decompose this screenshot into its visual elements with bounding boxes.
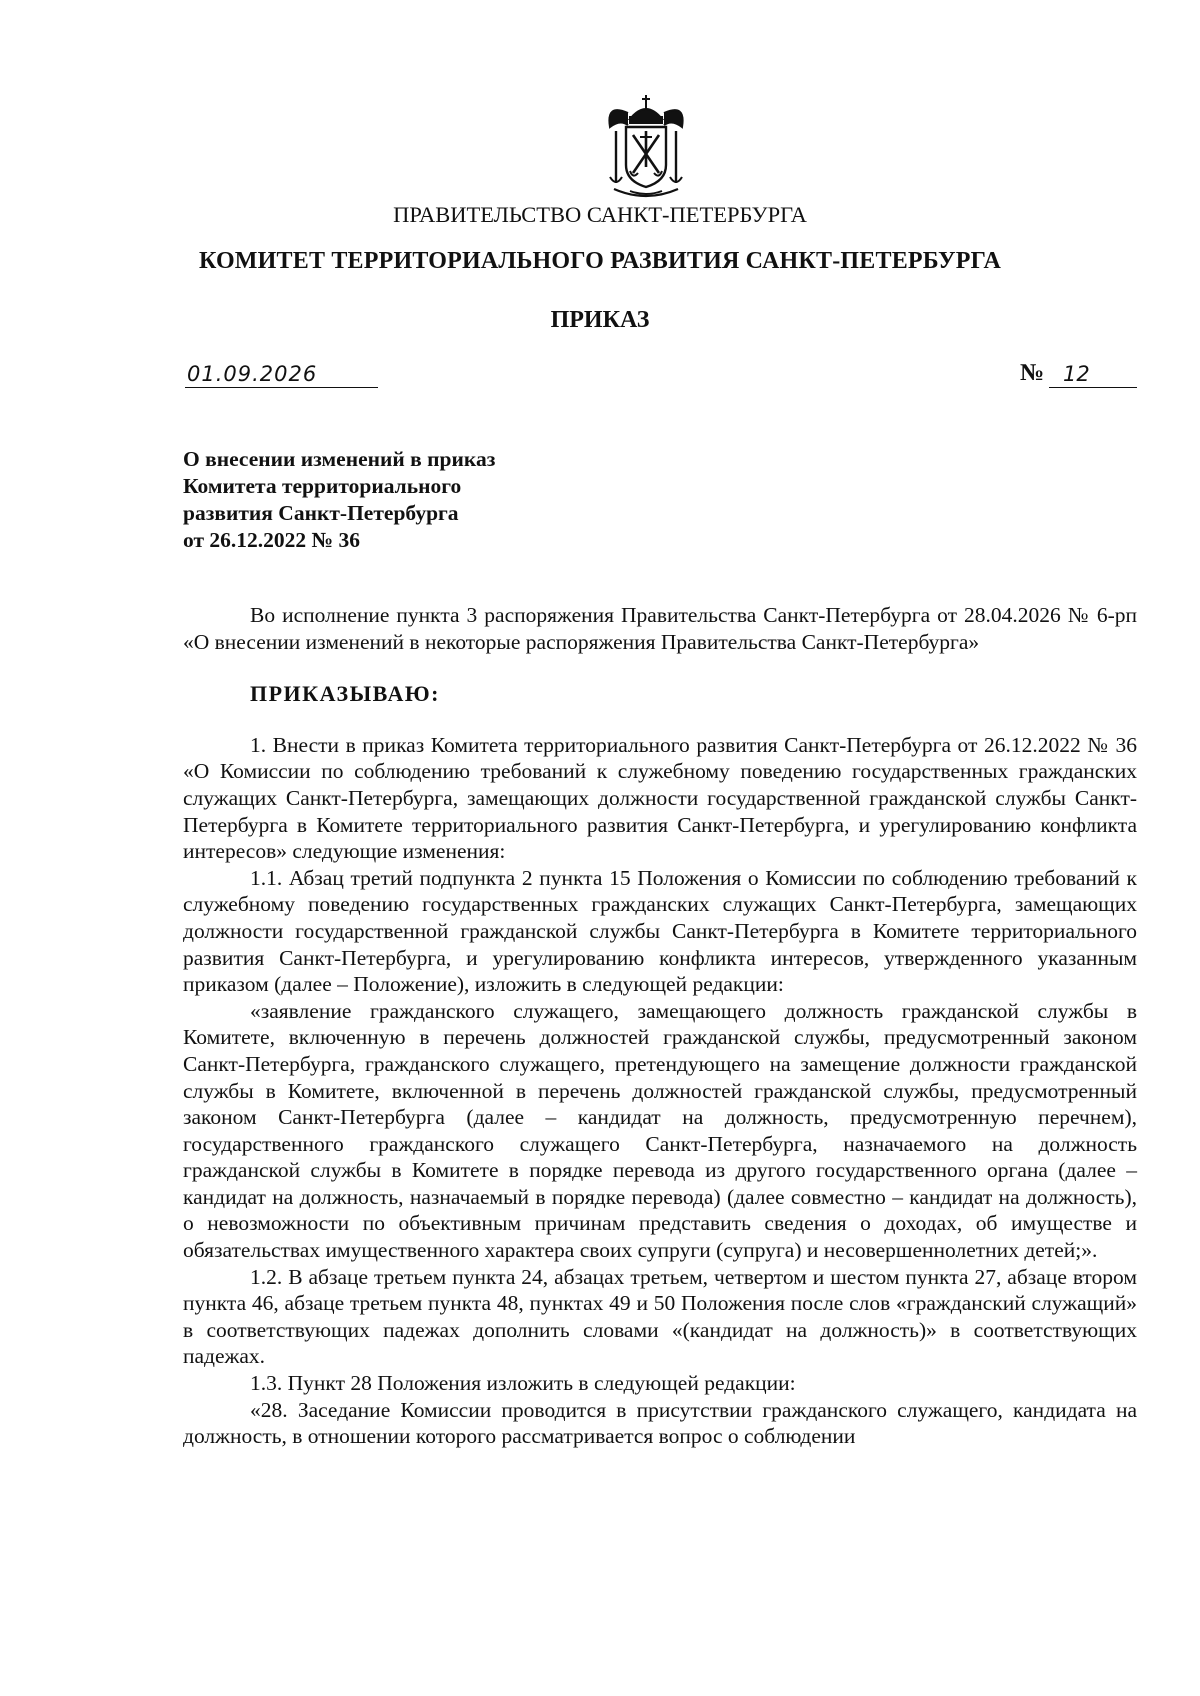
- committee-title: КОМИТЕТ ТЕРРИТОРИАЛЬНОГО РАЗВИТИЯ САНКТ-ПЕТЕРБУРГА: [198, 248, 1002, 274]
- subject-line: О внесении изменений в приказ: [183, 447, 496, 471]
- number-label: №: [1020, 360, 1045, 386]
- handwritten-date: 01.09.2026: [187, 362, 318, 386]
- subject-line: Комитета территориального: [183, 474, 462, 498]
- paragraph-1-3: 1.3. Пункт 28 Положения изложить в следующей редакции:: [250, 1371, 796, 1396]
- quoted-text-1: «заявление гражданского служащего, замещающего должность гражданской службы в Комитете, включенную в перечень должностей гражданской службы, предусмотренный законом Санкт-Петербурга, гражданского служащего, претендующего на замещение должности гражданской службы в Комитете, включенной в перечень должностей гражданской службы, предусмотренный законом Санкт-Петербурга (далее – кандидат на должность, предусмотренную перечнем), государственного гражданского служащего Санкт-Петербурга, назначаемого на должность гражданской службы в Комитете в порядке перевода из другого государственного органа (далее – кандидат на должность, назначаемый в порядке перевода) (далее совместно – кандидат на должность), о невозможности по объективным причинам представить сведения о доходах, об имуществе и обязательствах имущественного характера своих супруги (супруга) и несовершеннолетних детей;».: [183, 998, 1137, 1263]
- government-title: ПРАВИТЕЛЬСТВО САНКТ-ПЕТЕРБУРГА: [393, 202, 807, 227]
- date-field: [185, 353, 378, 388]
- quoted-text-2: «28. Заседание Комиссии проводится в присутствии гражданского служащего, кандидата на должность, в отношении которого рассматривается вопрос о соблюдении: [183, 1397, 1137, 1449]
- number-field: [1049, 353, 1137, 388]
- handwritten-number: 12: [1063, 362, 1090, 386]
- paragraph-1-2: 1.2. В абзаце третьем пункта 24, абзацах третьем, четвертом и шестом пункта 27, абзаце втором пункта 46, абзаце третьем пункта 48, пунктах 49 и 50 Положения после слов «гражданский служащий» в соответствующих падежах дополнить словами «(кандидат на должность)» в соответствующих падежах.: [183, 1264, 1137, 1369]
- subject-line: от 26.12.2022 № 36: [183, 528, 361, 552]
- preamble-paragraph: Во исполнение пункта 3 распоряжения Правительства Санкт-Петербурга от 28.04.2026 № 6-рп «О внесении изменений в некоторые распоряжения Правительства Санкт-Петербурга»: [183, 603, 1137, 654]
- document-body: [183, 602, 1137, 1450]
- document-type: ПРИКАЗ: [550, 307, 650, 333]
- subject-line: развития Санкт-Петербурга: [183, 501, 459, 525]
- order-heading: ПРИКАЗЫВАЮ:: [250, 681, 440, 707]
- document-subject: [183, 446, 603, 554]
- coat-of-arms-icon: [600, 93, 692, 201]
- paragraph-1-1: 1.1. Абзац третий подпункта 2 пункта 15 Положения о Комиссии по соблюдению требований к служебному поведению государственных гражданских служащих Санкт-Петербурга, замещающих должности государственной гражданской службы Санкт-Петербурга в Комитете территориального развития Санкт-Петербурга, и урегулированию конфликта интересов, утвержденного указанным приказом (далее – Положение), изложить в следующей редакции:: [183, 865, 1137, 997]
- paragraph-1: 1. Внести в приказ Комитета территориального развития Санкт-Петербурга от 26.12.2022 № 36 «О Комиссии по соблюдению требований к служебному поведению государственных гражданских служащих Санкт-Петербурга, замещающих должности государственной гражданской службы Санкт-Петербурга в Комитете территориального развития Санкт-Петербурга, и урегулированию конфликта интересов» следующие изменения:: [183, 732, 1137, 864]
